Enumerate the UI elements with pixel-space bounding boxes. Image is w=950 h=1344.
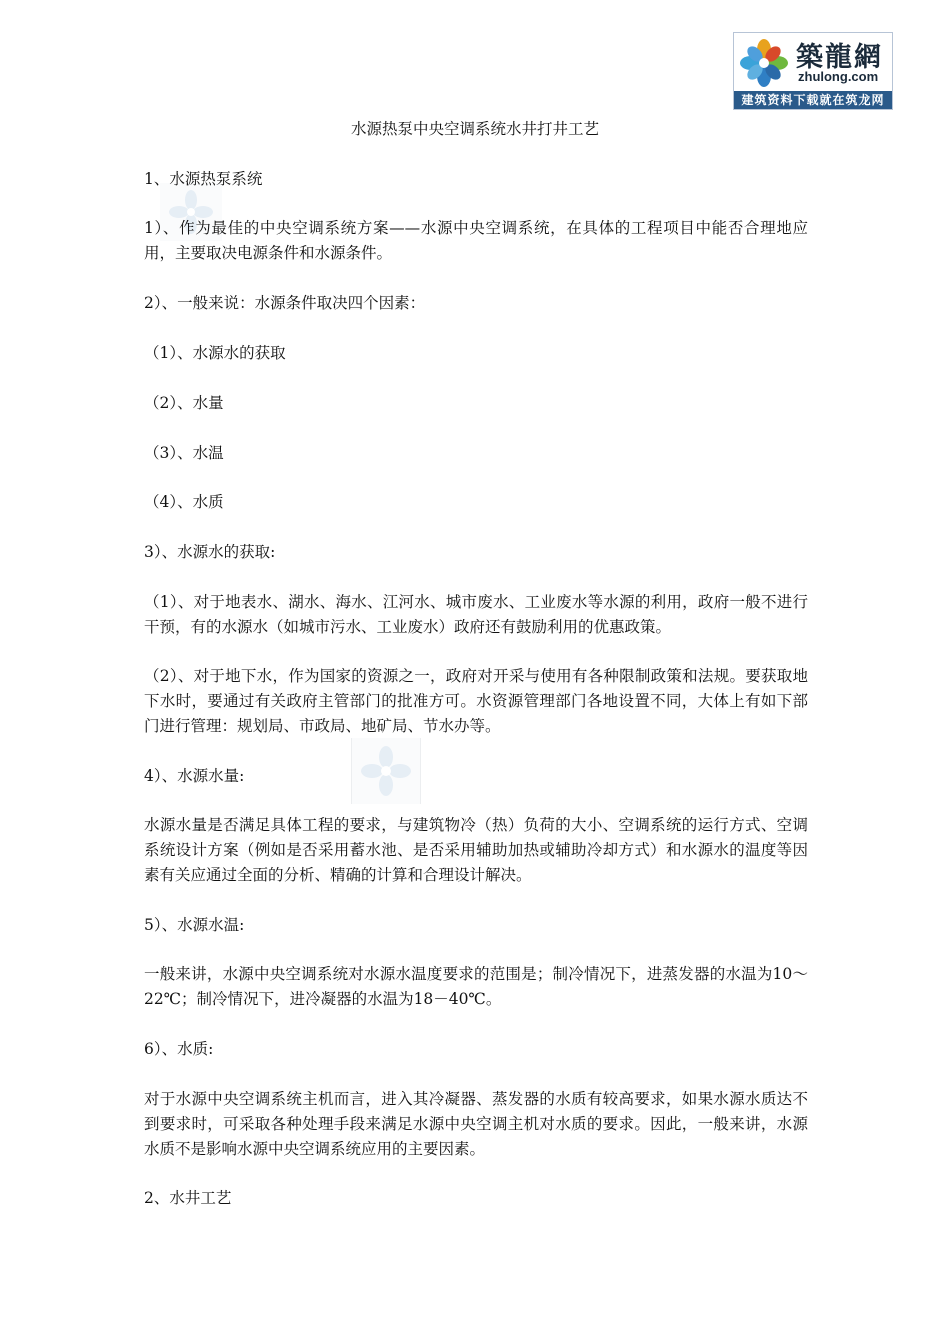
paragraph: 对于水源中央空调系统主机而言，进入其冷凝器、蒸发器的水质有较高要求，如果水源水质达不到要求时，可采取各种处理手段来满足水源中央空调主机对水质的要求。因此，一般来讲，水源水质不是影响水源中央空调系统应用的主要因素。 [144, 1090, 808, 1158]
flower-logo-icon [738, 37, 790, 89]
paragraph: 3）、水源水的获取: [144, 543, 276, 561]
paragraph: 一般来讲，水源中央空调系统对水源水温度要求的范围是；制冷情况下，进蒸发器的水温为10～22℃；制冷情况下，进冷凝器的水温为18－40℃。 [144, 965, 808, 1008]
logo-name-cn: 築龍網 [796, 42, 883, 73]
logo-domain: zhulong.com [798, 69, 879, 84]
list-item: （1）、水源水的获取 [144, 344, 286, 362]
list-item: （2）、水量 [144, 394, 224, 412]
paragraph: 6）、水质: [144, 1040, 214, 1058]
paragraph: 2）、一般来说：水源条件取决四个因素： [144, 294, 426, 312]
section-heading: 1、水源热泵系统 [144, 170, 263, 188]
paragraph: 5）、水源水温: [144, 916, 245, 934]
list-item: （4）、水质 [144, 493, 224, 511]
logo-top [734, 33, 892, 91]
paragraph: （2）、对于地下水，作为国家的资源之一，政府对开采与使用有各种限制政策和法规。要获取地下水时，要通过有关政府主管部门的批准方可。水资源管理部门各地设置不同，大体上有如下部门进行管理：规划局、市政局、地矿局、节水办等。 [144, 667, 808, 735]
list-item: （3）、水温 [144, 444, 224, 462]
document-title: 水源热泵中央空调系统水井打井工艺 [350, 120, 599, 138]
section-heading: 2、水井工艺 [144, 1189, 232, 1207]
paragraph: 1）、作为最佳的中央空调系统方案——水源中央空调系统，在具体的工程项目中能否合理地应用，主要取决电源条件和水源条件。 [144, 219, 808, 262]
zhulong-logo[interactable] [733, 32, 893, 110]
paragraph: 4）、水源水量: [144, 767, 245, 785]
logo-slogan: 建筑资料下载就在筑龙网 [734, 91, 892, 109]
paragraph: （1）、对于地表水、湖水、海水、江河水、城市废水、工业废水等水源的利用，政府一般不进行干预，有的水源水（如城市污水、工业废水）政府还有鼓励利用的优惠政策。 [144, 593, 808, 636]
paragraph: 水源水量是否满足具体工程的要求，与建筑物冷（热）负荷的大小、空调系统的运行方式、空调系统设计方案（例如是否采用蓄水池、是否采用辅助加热或辅助冷却方式）和水源水的温度等因素有关应通过全面的分析、精确的计算和合理设计解决。 [144, 816, 808, 884]
